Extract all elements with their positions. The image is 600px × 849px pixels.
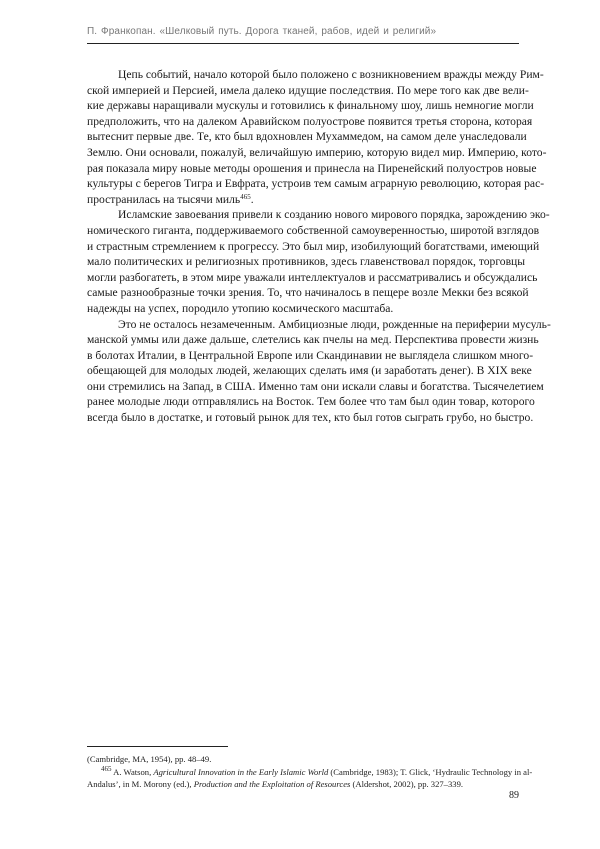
text-line: культуры с берегов Тигра и Евфрата, устроив тем самым аграрную революцию, которая рас- [87,177,545,191]
text-line: обещающей для молодых людей, желающих сделать имя (и заработать денег). В XIX веке [87,364,532,378]
page-number: 89 [509,790,519,801]
footnote-465-line-2 [87,778,519,791]
header-rule [87,43,519,44]
text-line: ской империей и Персией, имела далеко идущие последствия. По мере того как две вели- [87,83,529,97]
footnotes [87,753,533,791]
footnote-rule [87,746,228,747]
text-line: в болотах Италии, в Центральной Европе или Скандинавии не выглядела слишком много- [87,348,534,362]
footnote-ref-465[interactable]: 465 [240,192,251,201]
footnote-title: Production and the Exploitation of Resources [193,779,351,789]
text-line: номического гиганта, поддерживаемого собственной самоуверенностью, широтой взглядов [87,223,540,237]
footnote-continued: (Cambridge, MA, 1954), pp. 48–49. [87,754,212,764]
running-header: П. Франкопан. «Шелковый путь. Дорога тканей, рабов, идей и религий» [87,26,437,37]
paragraph-2 [87,207,550,316]
text-line: Это не осталось незамеченным. Амбициозные люди, рожденные на периферии мусуль- [118,317,551,331]
paragraph-1 [87,67,547,207]
text-line: рая показала миру новые методы орошения и принесла на Пиренейский полуостров новые [87,161,537,175]
text-line: могли разбогатеть, в этом мире уважали интеллектуалов и рассматривались и обсуждались [87,270,538,284]
text-line: вытеснит первые две. Те, кто был вдохновлен Мухаммедом, на самом деле унаследовали [87,130,527,144]
text-line: они стремились на Запад, в США. Именно там они искали славы и богатства. Тысячелетием [87,379,544,393]
text-line: всегда было в достатке, и готовый рынок для тех, кто был готов сыграть грубо, но быстро. [87,411,534,425]
text-line: Землю. Они основали, пожалуй, величайшую империю, которую видел мир. Империю, кото- [87,145,547,159]
text-line: ранее молодые люди отправлялись на Восток. Тем более что там был один товар, которого [87,395,535,409]
footnote-number: 465 [101,764,112,773]
text-line: Цепь событий, начало которой было положено с возникновением вражды между Рим- [118,68,544,81]
text-line: Исламские завоевания привели к созданию нового мирового порядка, зарождению эко- [118,208,550,222]
text-line: самые разнообразные точки зрения. То, что начиналось в пещере возле Мекки без всякой [87,286,529,300]
paragraph-3 [87,317,551,426]
body-text [87,67,551,426]
footnote-text: (Cambridge, 1983); T. Glick, ‘Hydraulic Technology in al- [328,766,533,777]
text-line: и страстным стремлением к прогрессу. Это был мир, изобилующий богатствами, имеющий [87,239,540,253]
text-line: манской уммы или даже дальше, слетелись как пчелы на мед. Перспектива провести жизнь [87,333,539,347]
footnote-465-line-1 [87,764,533,779]
footnote-text: A. Watson, [111,766,154,777]
text-line: пространилась на тысячи миль$^{465}$. [87,192,254,206]
footnote-text: Andalus’, in M. Morony (ed.), [87,779,194,789]
text-line: предположить, что на далеком Аравийском полуострове появится третья сторона, которая [87,114,533,128]
text-line: надежды на успех, породило утопию космического масштаба. [87,301,394,315]
text-line: мало политических и религиозных противников, здесь главенствовал порядок, торговцы [87,255,526,269]
footnote-title: Agricultural Innovation in the Early Islamic World [153,766,329,777]
footnote-text: (Aldershot, 2002), pp. 327–339. [350,779,464,789]
text-line-content: пространилась на тысячи миль [87,192,241,206]
text-line: кие державы наращивали мускулы и готовились к финальному шоу, лишь немногие могли [87,99,534,113]
